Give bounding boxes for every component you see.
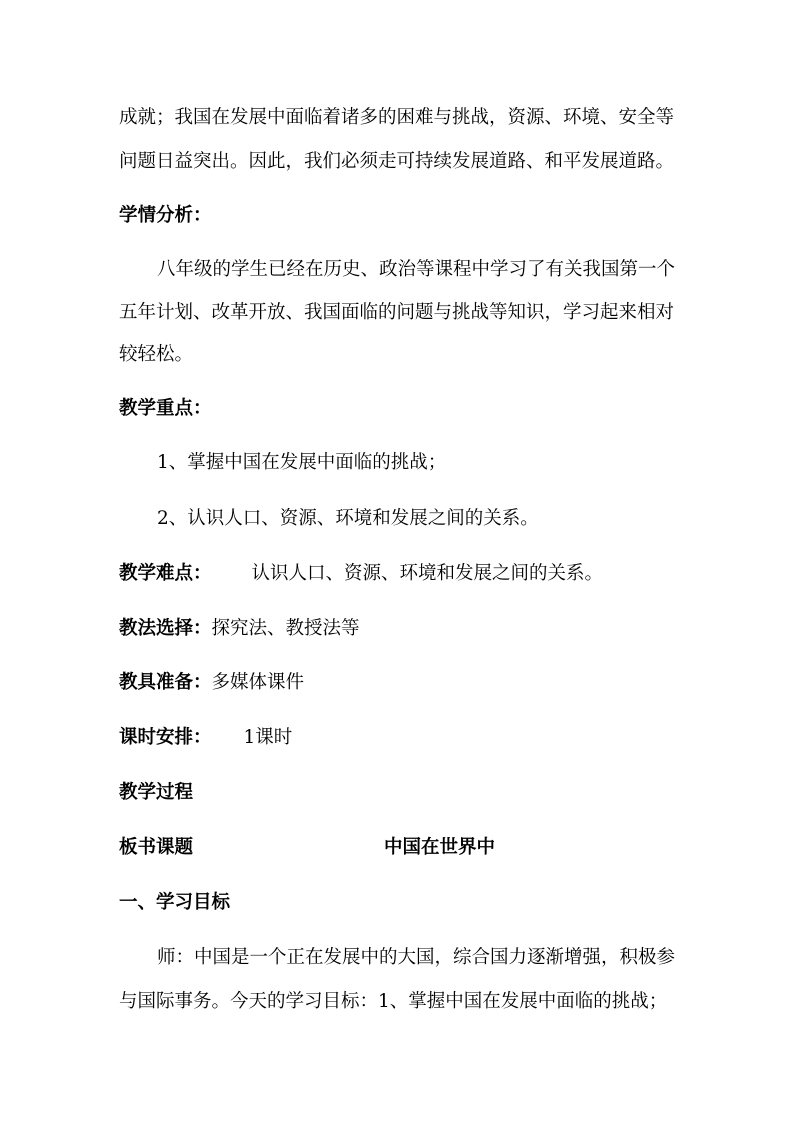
schedule-heading: 课时安排： bbox=[119, 727, 212, 748]
tools-row bbox=[119, 671, 304, 695]
difficulty-text: 认识人口、资源、环境和发展之间的关系。 bbox=[251, 563, 604, 584]
method-row bbox=[119, 617, 360, 641]
board-label: 板书课题 bbox=[119, 837, 194, 858]
tools-heading: 教具准备： bbox=[119, 672, 212, 693]
tools-text: 多媒体课件 bbox=[211, 672, 305, 693]
student-analysis-heading: 学情分析： bbox=[119, 205, 212, 226]
student-analysis-line-3: 较轻松。 bbox=[119, 344, 194, 365]
intro-line-1: 成就；我国在发展中面临着诸多的困难与挑战，资源、环境、安全等 bbox=[119, 107, 675, 128]
method-heading: 教法选择： bbox=[119, 618, 212, 639]
section-1-line-2: 与国际事务。今天的学习目标：1、掌握中国在发展中面临的挑战； bbox=[119, 991, 668, 1012]
intro-line-2: 问题日益突出。因此，我们必须走可持续发展道路、和平发展道路。 bbox=[119, 151, 675, 172]
schedule-row bbox=[119, 726, 292, 750]
process-heading: 教学过程 bbox=[119, 782, 194, 803]
board-title: 中国在世界中 bbox=[384, 837, 496, 858]
student-analysis-line-1: 八年级的学生已经在历史、政治等课程中学习了有关我国第一个 bbox=[157, 259, 676, 280]
difficulty-heading: 教学难点： bbox=[119, 563, 212, 584]
method-text: 探究法、教授法等 bbox=[211, 618, 360, 639]
key-point-item-1: 1、掌握中国在发展中面临的挑战； bbox=[157, 452, 447, 473]
section-1-heading: 一、学习目标 bbox=[119, 892, 231, 913]
student-analysis-line-2: 五年计划、改革开放、我国面临的问题与挑战等知识，学习起来相对 bbox=[119, 302, 675, 323]
key-points-heading: 教学重点： bbox=[119, 398, 212, 419]
section-1-line-1: 师：中国是一个正在发展中的大国，综合国力逐渐增强，积极参 bbox=[157, 947, 676, 968]
difficulty-row bbox=[119, 562, 603, 586]
key-point-item-2: 2、认识人口、资源、环境和发展之间的关系。 bbox=[157, 508, 539, 529]
schedule-text: 1课时 bbox=[243, 727, 293, 748]
